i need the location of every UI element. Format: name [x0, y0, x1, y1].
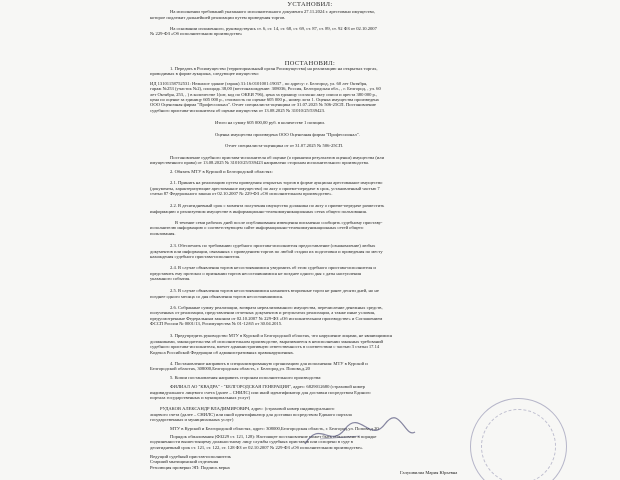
document-line: В течение семи рабочих дней после опубликования извещения письменно сообщить судебному приставу- — [175, 219, 383, 225]
document-line: 2.5. В случае объявления торгов несостоявшимися назначить вторичные торги не ранее десяти дней, но не — [170, 288, 379, 294]
signature-mark — [300, 414, 420, 454]
document-line: 2.1. Принять на реализацию путем проведения открытых торгов в форме аукциона арестованное имущество — [170, 180, 383, 186]
document-line: указанного события. — [150, 276, 191, 282]
document-line: 5. Копии постановления направить сторонам исполнительного производства: — [170, 375, 322, 381]
document-line: 2.3. Обеспечить по требованию судебного пристава-исполнителя предоставление (ознакомление) любых — [170, 243, 376, 249]
document-line: Кодекса Российской Федерации об административных правонарушениях. — [150, 349, 295, 355]
document-line: Отчет специалиста-оценщика от от 31.07.2025 № 506-25СП. — [225, 142, 344, 148]
document-line: 2.4. В случае объявления торгов несостоявшимися уведомить об этом судебного пристава-исполнителя и — [170, 265, 376, 271]
document-line: гараж №253 (участок №2), площадь 38,00 (местонахождение: 308036, Россия, Белгородская обл., , г. Белгород, , ул. 60 — [150, 86, 381, 91]
document-line: 3. Предупредить руководство МТУ в Курской и Белгородской областях, что нарушение лицами, не являющимися — [170, 333, 393, 339]
document-line: цена по оценке за единицу 605 000 р., стоимость по оценке 605 000 р., номер лота 1. Оценка имущества произведена — [150, 96, 379, 102]
document-line: представить ему протокол о признании торгов несостоявшимися не позднее одного дня с даты наступления — [150, 270, 361, 276]
document-line: имущественного права) от 13.08.2025 № 31010/25/539423 направлено сторонам исполнительного производства. — [150, 160, 370, 166]
document-line: Итого на сумму 605 000,00 руб. в количестве 1 позиции. — [215, 119, 325, 125]
document-line: исполнителю информацию о соответствующем сайте информационно-телекоммуникационных сетей общего — [150, 225, 364, 231]
document-line: индивидуального лицевого счета (далее – СНИЛС) или иной идентификатор для доставки посредством Единого — [150, 389, 371, 395]
document-line: Белгородской областях, 308000,Белгородская область, г. Белгород,ул. Попова,д.20 — [150, 366, 310, 371]
document-line: позднее одного месяца со дня объявления торгов несостоявшимися. — [150, 293, 284, 299]
document-line: Оценка имущества произведена ООО Оценочная фирма "Профессионал". — [215, 131, 360, 137]
document-line: Резолюция проверки ЭП: Подпись верна — [150, 464, 230, 470]
document-line: 1. Передать в Росимущество (территориальный орган Росимущества) на реализацию на открытых торгах, — [170, 65, 378, 71]
document-line: нахождения судебного пристава-исполнителя. — [150, 254, 241, 260]
document-line: государственных и муниципальных услуг) — [150, 417, 234, 423]
document-line: РУДАКОВ АЛЕКСАНДР ВЛАДИМИРОВИЧ, адрес: (страховой номер индивидуального — [160, 406, 335, 412]
document-line: портала государственных и муниципальных услуг) — [150, 395, 251, 401]
document-line: № 229-ФЗ «Об исполнительном производстве» — [150, 31, 243, 37]
heading-postanovil: ПОСТАНОВИЛ: — [284, 60, 336, 67]
document-line: полученных от реализации, представлении отчетных документов и результатах реализации, а также иные условия, — [150, 310, 376, 316]
document-line: 2.2. В десятидневный срок с момента получения имущества должника по акту о приеме-передаче разместить — [170, 203, 385, 209]
document-line: 4. Постановление направить в специализированную организацию для исполнения: МТУ в Курской и — [170, 360, 368, 366]
document-line: пользования. — [150, 230, 176, 236]
document-line: На исполнении требований указанного исполнительного документа 27.11.2024 г. арестовано имущество, — [170, 9, 376, 15]
document-line: проводимых в форме аукциона, следующее имущество: — [150, 71, 260, 77]
document-line: На основании изложенного, руководствуясь ст. 6, ст. 14, ст. 68, ст. 69, ст. 87, ст. 89, ст. 92 ФЗ от 02.10.2007 — [170, 25, 377, 31]
document-line: 2. Обязать МТУ в Курской и Белгородской областях: — [170, 169, 273, 175]
document-line: Старший мытищинский отделения — [150, 459, 219, 465]
document-line: Галушвилиа Мария Юрьевна — [400, 470, 458, 476]
document-line: лет Октября, 253, , ) в количестве 1(шт, код по ОКЕИ 796), цена за единицу согласно акту описи и ареста 380 000 р., — [150, 91, 378, 97]
document-line: МТУ в Курской и Белгородской областях, адрес: 308000,Белгородская область, г. Белгород,ул. Попова,д.20 — [170, 426, 379, 432]
official-seal — [470, 398, 567, 480]
document-line: ФИЛИАЛ АО "КВАДРА" - "БЕЛГОРОДСКАЯ ГЕНЕРАЦИЯ", адрес: 6829012680 (страховой номер — [170, 384, 365, 390]
document-line: Постановление судебного пристава-исполнителя об оценке (о принятии результатов оценки) имущества (или — [170, 154, 385, 160]
document-line: должниками, законодательства об исполнительном производстве, выразившееся в неисполнении законных требований — [150, 338, 383, 344]
document-line: информацию о реализуемом имуществе в информационно-телекоммуникационных сетях общего пользования. — [150, 208, 368, 214]
document-line: статьи 87 Федерального закона от 02.10.2007 № 229-ФЗ «Об исполнительном производстве». — [150, 191, 333, 197]
document-line: ИД 13101158752531: Нежилое здание (гараж) 31:16:0101001:19037 , по адресу: г. Белгород, ул. 60 лет Октября, — [150, 80, 368, 86]
document-line: лицевого счета (далее – СНИЛС) или иной идентификатор для доставки посредством Единого портала — [150, 411, 352, 417]
document-line: подчиненности вышестоящему должностному лицу службы судебных приставов или оспорено в суде в — [150, 439, 353, 445]
heading-ustanovil: УСТАНОВИЛ: — [287, 1, 333, 8]
document-line: судебного пристава-исполнителя об оценке имущества от 13.08.2025 № 31010/25/539423. — [150, 107, 326, 113]
document-line: документов или информации, связанных с проведением торгов по любой стадии их подготовки и проведения по месту — [150, 248, 383, 254]
document-line: (документы, характеризующие арестованное имущество) по акту о приеме-передаче в срок, установленный частью 7 — [150, 185, 380, 191]
document-line: предусмотренные Федеральным законом от 02.10.2007 № 229-ФЗ «Об исполнительном производстве» и Соглашением — [150, 315, 383, 321]
document-line: 2.6. Собранные сумму реализации, возврата нереализованного имущества, перечисление денежных средств, — [170, 304, 383, 310]
document-line: десятидневный срок ст. 121, ст. 122, ст. 128 ФЗ от 02.10.2007 № 229-ФЗ «Об исполнительном производстве». — [150, 444, 364, 450]
document-line: Ведущий судебный пристав-исполнитель — [150, 453, 232, 459]
document-line: ООО Оценочная фирма "Профессионал". Отчет специалиста-оценщика от 31.07.2025 № 506-25СП. Постановление — [150, 102, 376, 108]
document-line: Порядок обжалования (ФЗ229 ст. 121, 128): Настоящее постановление может быть обжаловано в порядке — [170, 433, 377, 439]
document-line: которое подлежит дальнейшей реализации путем проведения торгов. — [150, 14, 286, 20]
document-line: ФССП России № 0001/13, Росимущества № 01-12/65 от 30.04.2015. — [150, 321, 283, 327]
document-line: судебного пристава-исполнителя, влечет административную ответственность в соответствии с частью 3 статьи 17.14 — [150, 344, 380, 350]
